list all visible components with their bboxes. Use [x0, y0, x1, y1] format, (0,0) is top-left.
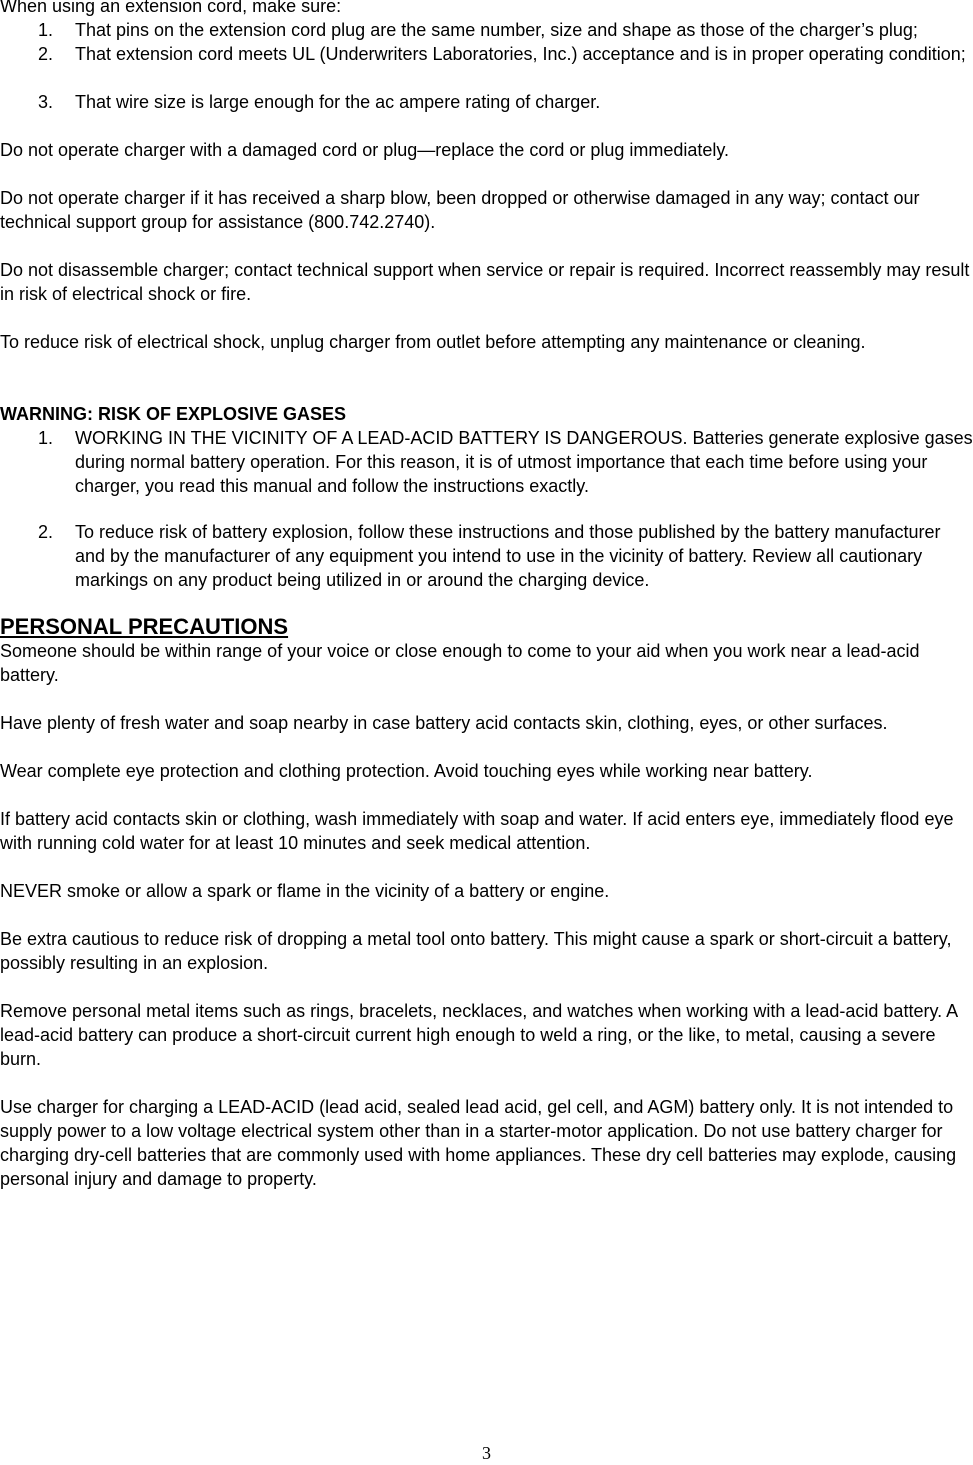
list-item [0, 42, 973, 66]
list-text: That pins on the extension cord plug are the same number, size and shape as those of the charger’s plug; [75, 20, 918, 40]
list-item [0, 426, 973, 498]
paragraph: To reduce risk of electrical shock, unplug charger from outlet before attempting any maintenance or cleaning. [0, 332, 866, 352]
section-heading: PERSONAL PRECAUTIONS [0, 614, 289, 639]
list-text: WORKING IN THE VICINITY OF A LEAD-ACID BATTERY IS DANGEROUS. Batteries generate explosive gases during normal battery operation. For this reason, it is of utmost importance that each time before using your charger, you read this manual and follow the instructions exactly. [75, 428, 973, 496]
list-number: 2. [38, 44, 54, 64]
warning-list [0, 426, 973, 592]
paragraph: Do not disassemble charger; contact technical support when service or repair is required. Incorrect reassembly may result in risk of electrical shock or fire. [0, 260, 970, 304]
page-number: 3 [482, 1443, 491, 1463]
paragraph: Be extra cautious to reduce risk of dropping a metal tool onto battery. This might cause a spark or short-circuit a battery, possibly resulting in an explosion. [0, 929, 952, 973]
list-item [0, 90, 973, 114]
list-number: 2. [38, 522, 54, 542]
paragraph: Do not operate charger if it has received a sharp blow, been dropped or otherwise damaged in any way; contact our technical support group for assistance (800.742.2740). [0, 188, 920, 232]
intro-text: When using an extension cord, make sure: [0, 0, 342, 16]
list-item [0, 18, 973, 42]
list-number: 1. [38, 20, 54, 40]
paragraph: If battery acid contacts skin or clothing, wash immediately with soap and water. If acid enters eye, immediately flood eye with running cold water for at least 10 minutes and seek medical attention. [0, 809, 954, 853]
paragraph: Have plenty of fresh water and soap nearby in case battery acid contacts skin, clothing, eyes, or other surfaces. [0, 713, 888, 733]
list-number: 3. [38, 92, 54, 112]
paragraph: Remove personal metal items such as rings, bracelets, necklaces, and watches when working with a lead-acid battery. A lead-acid battery can produce a short-circuit current high enough to weld a ring, or the like, to metal, causing a severe burn. [0, 1001, 958, 1069]
list-text: To reduce risk of battery explosion, follow these instructions and those published by the battery manufacturer and by the manufacturer of any equipment you intend to use in the vicinity of battery. Review all cautionary markings on any product being utilized in or around the charging device. [75, 522, 941, 590]
paragraph: NEVER smoke or allow a spark or flame in the vicinity of a battery or engine. [0, 881, 610, 901]
list-text: That extension cord meets UL (Underwriters Laboratories, Inc.) acceptance and is in proper operating condition; [75, 44, 966, 64]
list-number: 1. [38, 428, 54, 448]
paragraph: Someone should be within range of your voice or close enough to come to your aid when you work near a lead-acid battery. [0, 641, 920, 685]
paragraph: Wear complete eye protection and clothing protection. Avoid touching eyes while working near battery. [0, 761, 813, 781]
extension-cord-list [0, 18, 973, 114]
list-item [0, 520, 973, 592]
warning-heading: WARNING: RISK OF EXPLOSIVE GASES [0, 404, 347, 424]
paragraph: Do not operate charger with a damaged cord or plug—replace the cord or plug immediately. [0, 140, 730, 160]
paragraph: Use charger for charging a LEAD-ACID (lead acid, sealed lead acid, gel cell, and AGM) battery only. It is not intended to supply power to a low voltage electrical system other than in a starter-motor application. Do not use battery charger for charging dry-cell batteries that are commonly used with home appliances. These dry cell batteries may explode, causing personal injury and damage to property. [0, 1097, 957, 1189]
list-text: That wire size is large enough for the ac ampere rating of charger. [75, 92, 601, 112]
